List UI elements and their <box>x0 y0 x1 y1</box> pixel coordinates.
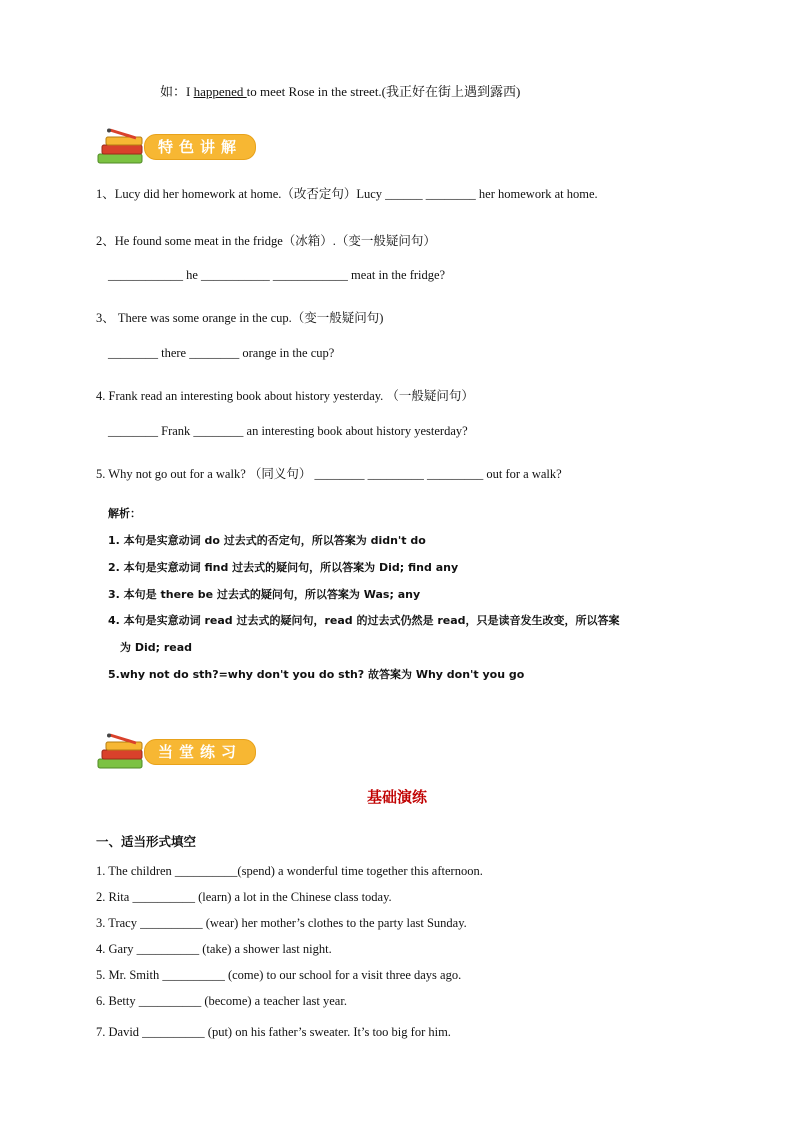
analysis-item: 为 Did; read <box>120 641 193 654</box>
question-2: 2、He found some meat in the fridge（冰箱）.（变一般疑问句） <box>96 234 436 248</box>
question-3: 3、 There was some orange in the cup.（变一般疑问句) <box>96 311 384 325</box>
question-5: 5. Why not go out for a walk? （同义句） ________ _________ _________ out for a walk? <box>96 467 562 481</box>
exercise-heading: 一、适当形式填空 <box>96 834 197 849</box>
analysis-item: 2. 本句是实意动词 find 过去式的疑问句，所以答案为 Did; find any <box>108 561 459 574</box>
exercise-item: 3. Tracy __________ (wear) her mother’s clothes to the party last Sunday. <box>96 916 467 930</box>
exercise-item: 1. The children __________(spend) a wonderful time together this afternoon. <box>96 864 483 878</box>
exercise-item: 6. Betty __________ (become) a teacher last year. <box>96 994 347 1008</box>
example-rest: to meet Rose in the street.(我正好在街上遇到露西) <box>246 84 521 99</box>
question-4-answer: ________ Frank ________ an interesting book about history yesterday? <box>108 424 468 438</box>
example-underlined: happened <box>193 84 247 99</box>
section-badge-practice <box>96 733 258 773</box>
question-1: 1、Lucy did her homework at home.（改否定句）Lucy ______ ________ her homework at home. <box>96 187 598 201</box>
analysis-item: 3. 本句是 there be 过去式的疑问句，所以答案为 Was; any <box>108 588 421 601</box>
analysis-item: 1. 本句是实意动词 do 过去式的否定句，所以答案为 didn't do <box>108 534 426 547</box>
exercise-item: 5. Mr. Smith __________ (come) to our school for a visit three days ago. <box>96 968 462 982</box>
analysis-heading: 解析： <box>108 507 141 520</box>
exercise-item: 7. David __________ (put) on his father’s sweater. It’s too big for him. <box>96 1025 451 1039</box>
badge-label: 当堂练习 <box>144 739 256 765</box>
question-3-answer: ________ there ________ orange in the cup? <box>108 346 335 360</box>
question-2-answer: ____________ he ___________ ____________ meat in the fridge? <box>108 268 446 282</box>
section-title: 基础演练 <box>366 788 427 806</box>
example-prefix: 如：I <box>160 84 194 99</box>
question-4: 4. Frank read an interesting book about history yesterday. （一般疑问句） <box>96 389 474 403</box>
section-badge-features <box>96 128 258 168</box>
analysis-item: 4. 本句是实意动词 read 过去式的疑问句，read 的过去式仍然是 read，只是读音发生改变，所以答案 <box>108 614 620 627</box>
badge-label: 特色讲解 <box>144 134 256 160</box>
exercise-item: 4. Gary __________ (take) a shower last night. <box>96 942 332 956</box>
example-sentence <box>160 81 520 100</box>
analysis-item: 5.why not do sth?=why don't you do sth? 故答案为 Why don't you go <box>108 668 525 681</box>
exercise-item: 2. Rita __________ (learn) a lot in the Chinese class today. <box>96 890 392 904</box>
